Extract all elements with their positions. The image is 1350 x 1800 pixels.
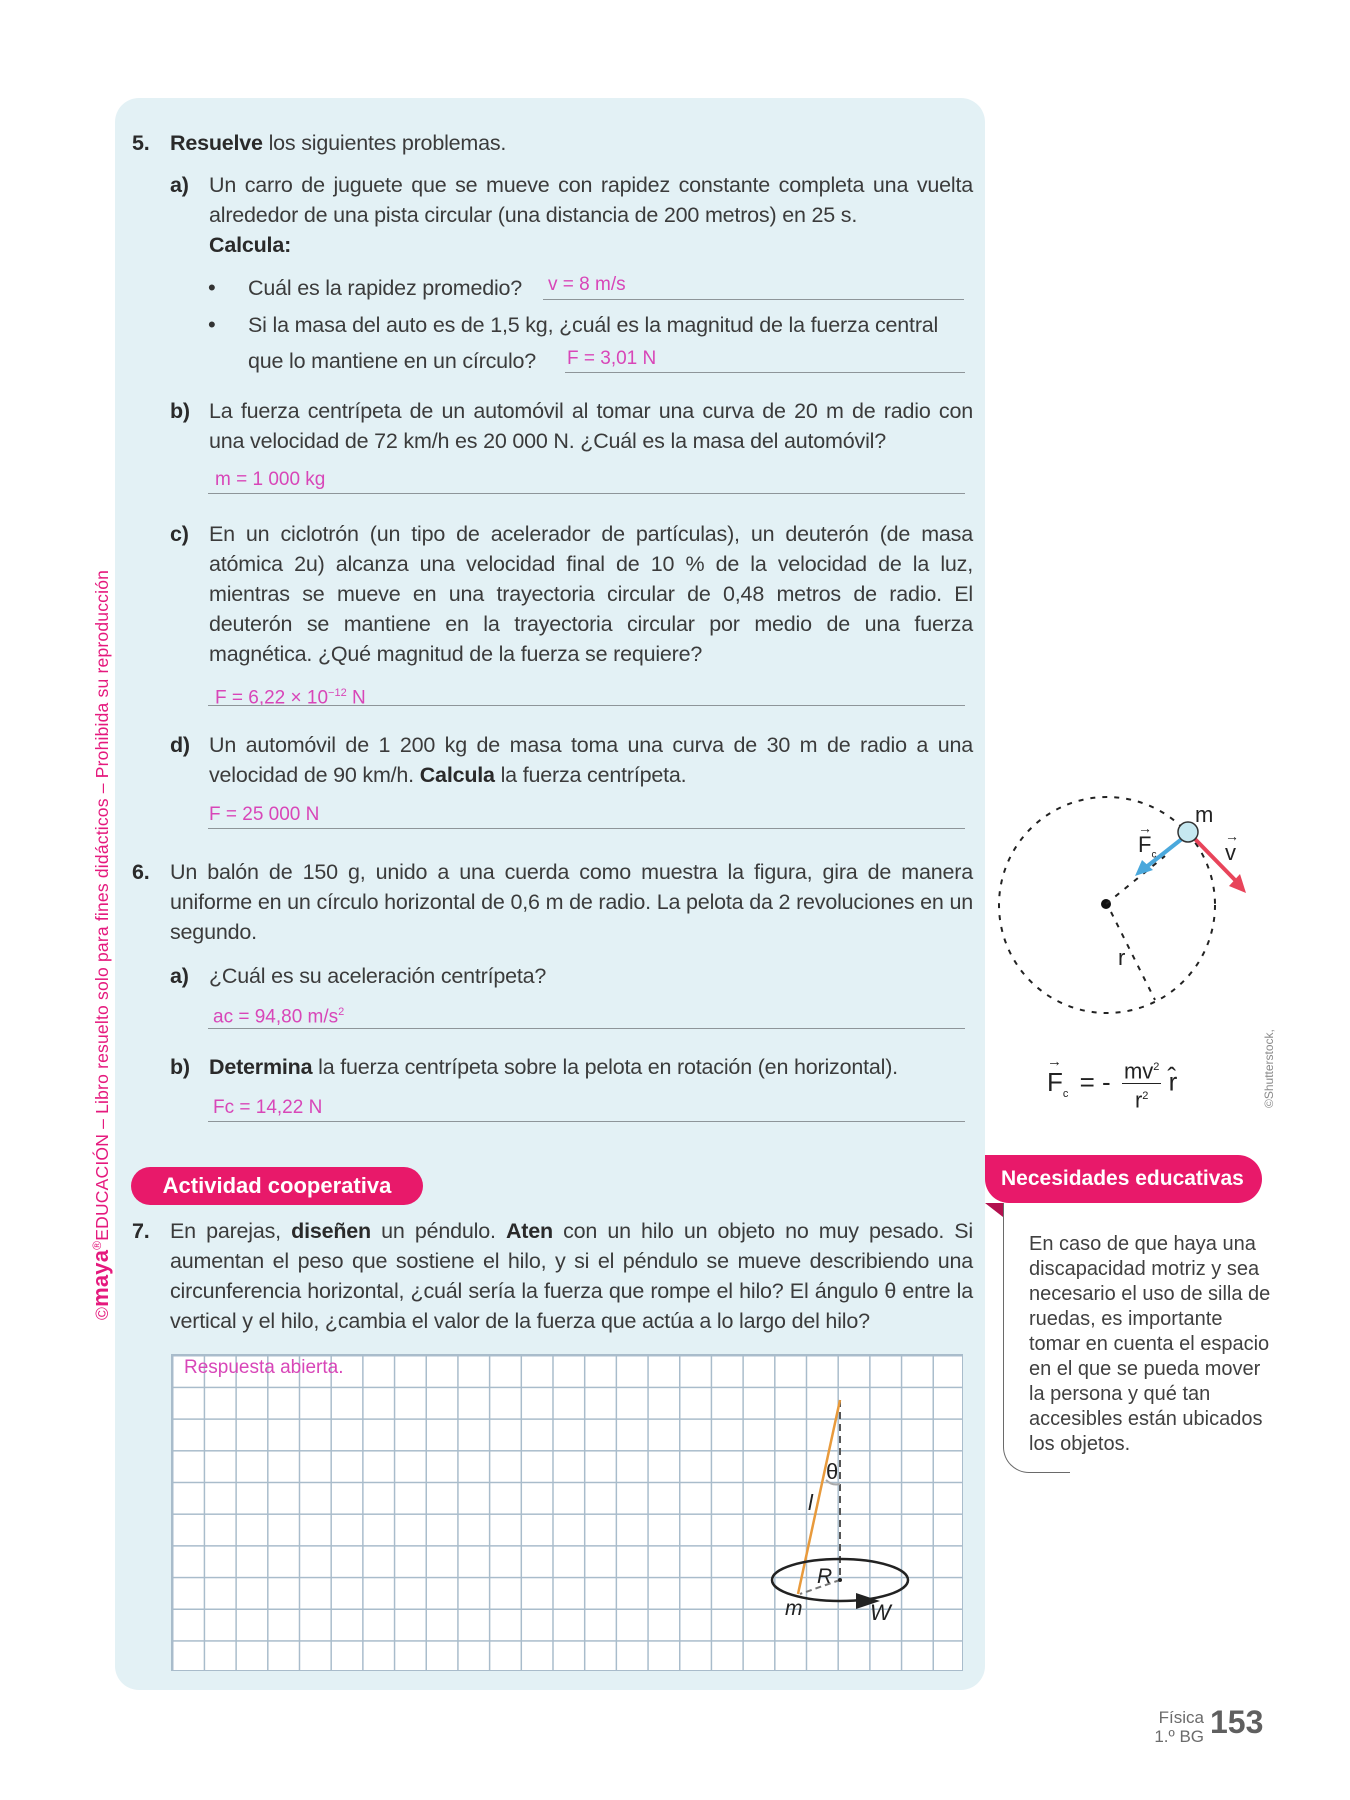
answer-line: [208, 705, 965, 706]
force-symbol: F: [1138, 832, 1152, 857]
problem-6a-text: ¿Cuál es su aceleración centrípeta?: [209, 964, 547, 988]
answer-line: [208, 1028, 965, 1029]
radius-label: r: [1118, 945, 1126, 970]
answer-line: [565, 372, 965, 373]
force-subscript: c: [1151, 849, 1157, 861]
formula-denominator-exp: 2: [1142, 1090, 1149, 1103]
problem-7-verb-1: diseñen: [291, 1219, 371, 1243]
velocity-symbol: v: [1225, 840, 1236, 865]
grid-answer-text: Respuesta abierta.: [184, 1357, 344, 1378]
problem-6-text: Un balón de 150 g, unido a una cuerda como muestra la figura, gira de manera uniforme en un círculo horizontal de 0,6 m de radio. La pelota da 2 revoluciones en un segundo.: [170, 860, 973, 944]
problem-6b-label: b): [170, 1055, 190, 1079]
problem-7-text-2: un péndulo.: [371, 1219, 506, 1243]
conical-pendulum-diagram: [760, 1380, 990, 1680]
problem-5b-label: b): [170, 399, 190, 423]
problem-5c-text: En un ciclotrón (un tipo de acelerador de partículas), un deuterón (de masa atómica 2u) alcanza una velocidad final de 10 % de la velocidad de la luz, mientras se mueve en una trayectoria circular de 0,48 metros de radio. El deuterón se mantiene en la trayectoria circular por medio de una fuerza magnética. ¿Qué magnitud de la fuerza se requiere?: [209, 522, 973, 666]
omega-label: W: [870, 1600, 891, 1625]
answer-line: [543, 299, 964, 300]
special-needs-text: En caso de que haya una discapacidad motriz y sea necesario el uso de silla de ruedas, es importante tomar en cuenta el espacio en el que se pueda mover la persona y qué tan accesibles están ubicados los objetos.: [1029, 1233, 1271, 1455]
formula-lhs: F: [1047, 1066, 1063, 1097]
bullet-icon: •: [208, 312, 216, 337]
mass-label-pendulum: m: [785, 1597, 803, 1620]
problem-5d-verb: Calcula: [419, 763, 495, 787]
formula-denominator: r: [1134, 1087, 1143, 1113]
problem-7-text: [170, 1216, 973, 1336]
page-number: 153: [1210, 1704, 1264, 1740]
problem-6-number: 6.: [132, 860, 150, 884]
answer-line: [208, 493, 965, 494]
grade-level: 1.º BG: [1154, 1727, 1204, 1746]
problem-5d-text-before: Un automóvil de 1 200 kg de masa toma una curva de 30 m de radio a una velocidad de 90 km/h.: [209, 733, 973, 787]
formula-numerator-exp: 2: [1153, 1061, 1160, 1073]
image-credit: ©Shutterstock,: [1262, 1029, 1276, 1108]
answer-line: [208, 828, 965, 829]
problem-6b-text-rest: la fuerza centrípeta sobre la pelota en rotación (en horizontal).: [312, 1055, 898, 1079]
registered-symbol: ®: [90, 1240, 105, 1250]
problem-5-heading: [170, 128, 506, 158]
answer-6b[interactable]: Fc = 14,22 N: [213, 1097, 323, 1118]
formula-fraction: [1122, 1055, 1161, 1113]
special-needs-fold: [985, 1203, 1003, 1217]
answer-line: [208, 1121, 965, 1122]
answer-6a-exponent: 2: [338, 1006, 345, 1018]
box-border-mask: [1070, 1462, 1290, 1476]
problem-5-verb: Resuelve: [170, 131, 263, 155]
problem-5-number: 5.: [132, 131, 150, 155]
subject-name: Física: [1158, 1708, 1204, 1727]
velocity-label: → v: [1225, 828, 1239, 865]
problem-5-heading-text: los siguientes problemas.: [262, 131, 507, 155]
problem-6b-verb: Determina: [209, 1055, 313, 1079]
bullet-icon: •: [208, 275, 216, 300]
problem-7-verb-2: Aten: [505, 1219, 553, 1243]
answer-5c-unit: N: [346, 687, 366, 709]
radius-line-to-mass: [1106, 856, 1165, 904]
watermark-text: EDUCACIÓN – Libro resuelto solo para fines didácticos – Prohibida su reproducción: [92, 569, 112, 1241]
problem-5a-calc: Calcula:: [209, 233, 292, 257]
problem-6b-text: [209, 1052, 898, 1082]
problem-5b-text: La fuerza centrípeta de un automóvil al tomar una curva de 20 m de radio con una velocidad de 72 km/h es 20 000 N. ¿Cuál es la masa del automóvil?: [209, 399, 973, 453]
copyright-watermark: [88, 570, 114, 1320]
footer-subject: [1138, 1708, 1204, 1746]
copyright-symbol: ©: [92, 1306, 112, 1320]
problem-7-text-1: En parejas,: [170, 1219, 292, 1243]
answer-5a-2[interactable]: F = 3,01 N: [567, 348, 657, 369]
problem-5a-q1: Cuál es la rapidez promedio?: [248, 276, 523, 300]
special-needs-title: Necesidades educativas: [985, 1155, 1262, 1203]
problem-5a-q2-line2: que lo mantiene en un círculo?: [248, 349, 537, 373]
problem-5a-text: Un carro de juguete que se mueve con rapidez constante completa una vuelta alrededor de una pista circular (una distancia de 200 metros) en 25 s.: [209, 173, 973, 227]
problem-7-number: 7.: [132, 1219, 150, 1243]
problem-5a-label: a): [170, 173, 189, 197]
brand-logo: maya: [88, 1249, 113, 1307]
answer-6a-base: ac = 94,80 m/s: [213, 1006, 339, 1028]
problem-5c-label: c): [170, 522, 189, 546]
problem-5d-text-after: la fuerza centrípeta.: [494, 763, 687, 787]
formula-lhs-sub: c: [1062, 1087, 1069, 1100]
problem-7-text-3: con un hilo un objeto no muy pesado. Si aumentan el peso que sostiene el hilo, y si el péndulo se mueve describiendo una circunferencia horizontal, ¿cuál sería la fuerza que rompe el hilo? El ángulo θ entre la vertical y el hilo, ¿cambia el valor de la fuerza que actúa a lo largo del hilo?: [170, 1219, 973, 1333]
formula-unit-vector: r̂: [1168, 1066, 1178, 1097]
answer-5a-1[interactable]: v = 8 m/s: [548, 274, 626, 295]
answer-6a[interactable]: [213, 1001, 344, 1028]
mass-label: m: [1195, 802, 1214, 827]
theta-label: θ: [826, 1459, 839, 1484]
problem-5d-label: d): [170, 733, 190, 757]
answer-5b[interactable]: m = 1 000 kg: [215, 469, 326, 490]
center-dot: [838, 1578, 842, 1582]
answer-5c-exponent: −12: [328, 687, 347, 699]
problem-5d-text: [209, 730, 973, 790]
length-label: l: [808, 1490, 813, 1515]
force-label: → $F_c$: [1138, 820, 1157, 861]
cooperative-activity-badge: Actividad cooperativa: [131, 1167, 423, 1205]
problem-6a-label: a): [170, 964, 189, 988]
formula-equals: = -: [1079, 1066, 1111, 1097]
formula-numerator: mv: [1123, 1058, 1154, 1084]
answer-5c-base: F = 6,22 × 10: [215, 687, 329, 709]
centripetal-formula: → $F_c$ = - $\frac{mv^2}{r^2}$ r̂: [1047, 1052, 1178, 1113]
answer-5d[interactable]: F = 25 000 N: [209, 804, 320, 825]
problem-5a-q2-line1: Si la masa del auto es de 1,5 kg, ¿cuál es la magnitud de la fuerza central: [248, 313, 939, 337]
radius-label-pendulum: R: [817, 1565, 833, 1588]
